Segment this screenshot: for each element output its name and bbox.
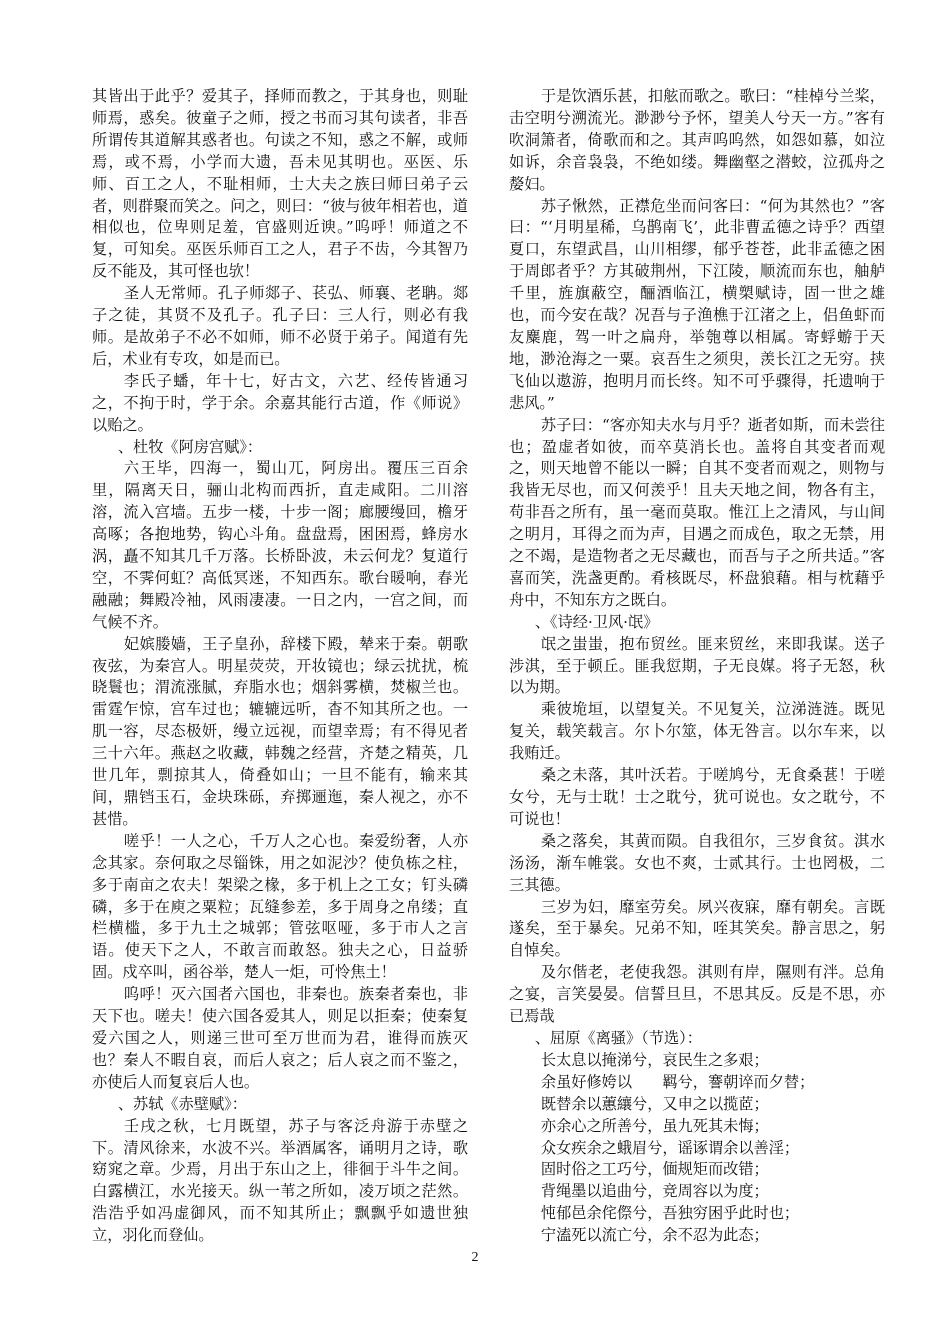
shishuo-paragraph: 李氏子蟠，年十七，好古文，六艺、经传皆通习之，不拘于时，学于余。余嘉其能行古道，作《师说》以贻之。 xyxy=(92,371,468,434)
chibi-paragraph: 壬戌之秋，七月既望，苏子与客泛舟游于赤壁之下。清风徐来，水波不兴。举酒属客，诵明月之诗，歌窈窕之章。少焉，月出于东山之上，徘徊于斗牛之间。白露横江，水光接天。纵一苇之所如，凌万顷之茫然。浩浩乎如冯虚御风，而不知其所止；飘飘乎如遗世独立，羽化而登仙。 xyxy=(92,1116,468,1245)
afang-heading: 、杜牧《阿房宫赋》： xyxy=(117,437,263,456)
lisao-line: 众女疾余之蛾眉兮，谣诼谓余以善淫； xyxy=(540,1138,800,1157)
chibi-paragraph: 苏子曰：“客亦知夫水与月乎？逝者如斯，而未尝往也；盈虚者如彼，而卒莫消长也。盖将自其变者而观之，则天地曾不能以一瞬；自其不变者而观之，则物与我皆无尽也，而又何羡乎！且夫天地之间，物各有主，苟非吾之所有，虽一毫而莫取。惟江上之清风，与山间之明月，耳得之而为声，目遇之而成色，取之无禁，用之不竭，是造物者之无尽藏也，而吾与子之所共适。”客喜而笑，洗盏更酌。肴核既尽，杯盘狼藉。相与枕藉乎舟中，不知东方之既白。 xyxy=(509,415,885,609)
meng-stanza: 氓之蚩蚩，抱布贸丝。匪来贸丝，来即我谋。送子涉淇，至于顿丘。匪我愆期，子无良媒。将子无怒，秋以为期。 xyxy=(509,634,885,697)
meng-heading: 、《诗经·卫风·氓》 xyxy=(534,612,659,631)
lisao-line: 忳郁邑余侘傺兮，吾独穷困乎此时也； xyxy=(540,1204,800,1223)
chibi-heading: 、苏轼《赤壁赋》： xyxy=(117,1094,247,1113)
lisao-line: 宁溘死以流亡兮，余不忍为此态； xyxy=(540,1226,769,1245)
meng-stanza: 三岁为妇，靡室劳矣。夙兴夜寐，靡有朝矣。言既遂矣，至于暴矣。兄弟不知，咥其笑矣。静言思之，躬自悼矣。 xyxy=(509,897,885,960)
meng-stanza: 桑之落矣，其黄而陨。自我徂尔，三岁食贫。淇水汤汤，渐车帷裳。女也不爽，士贰其行。士也罔极，二三其德。 xyxy=(509,831,885,894)
afang-paragraph: 嗟乎！一人之心，千万人之心也。秦爱纷奢，人亦念其家。奈何取之尽锱铢，用之如泥沙？使负栋之柱，多于南亩之农夫！架梁之椽，多于机上之工女；钉头磷磷，多于在庾之粟粒；瓦缝参差，多于周身之帛缕；直栏横槛，多于九土之城郭；管弦呕哑，多于市人之言语。使天下之人，不敢言而敢怒。独夫之心，日益骄固。戍卒叫，函谷举，楚人一炬，可怜焦土！ xyxy=(92,831,468,982)
lisao-line: 既替余以蕙纕兮，又申之以揽茝； xyxy=(540,1094,769,1113)
afang-paragraph: 妃嫔媵嫱，王子皇孙，辞楼下殿，辇来于秦。朝歌夜弦，为秦宫人。明星荧荧，开妆镜也；绿云扰扰，梳晓鬟也；渭流涨腻，弃脂水也；烟斜雾横，焚椒兰也。雷霆乍惊，宫车过也；辘辘远听，杳不知其所之也。一肌一容，尽态极妍，缦立远视，而望幸焉；有不得见者三十六年。燕赵之收藏，韩魏之经营，齐楚之精英，几世几年，剽掠其人，倚叠如山；一旦不能有，输来其间，鼎铛玉石，金块珠砾，弃掷逦迤，秦人视之，亦不甚惜。 xyxy=(92,634,468,828)
lisao-heading: 、屈原《离骚》（节选）： xyxy=(534,1028,702,1047)
left-column xyxy=(92,86,468,1247)
chibi-paragraph: 苏子愀然，正襟危坐而问客曰：“何为其然也？”客曰：“‘月明星稀，乌鹊南飞’，此非曹孟德之诗乎？西望夏口，东望武昌，山川相缪，郁乎苍苍，此非孟德之困于周郎者乎？方其破荆州，下江陵，顺流而东也，舳舻千里，旌旗蔽空，酾酒临江，横槊赋诗，固一世之雄也，而今安在哉？况吾与子渔樵于江渚之上，侣鱼虾而友麋鹿，驾一叶之扁舟，举匏尊以相属。寄蜉蝣于天地，渺沧海之一粟。哀吾生之须臾，羡长江之无穷。挟飞仙以遨游，抱明月而长终。知不可乎骤得，托遗响于悲风。” xyxy=(509,196,885,412)
lisao-line: 固时俗之工巧兮，偭规矩而改错； xyxy=(540,1160,769,1179)
shishuo-paragraph: 其皆出于此乎？爱其子，择师而教之，于其身也，则耻师焉，惑矣。彼童子之师，授之书而习其句读者，非吾所谓传其道解其惑者也。句读之不知，惑之不解，或师焉，或不焉，小学而大遗，吾未见其明也。巫医、乐师、百工之人，不耻相师，士大夫之族曰师曰弟子云者，则群聚而笑之。问之，则曰：“彼与彼年相若也，道相似也，位卑则足羞，官盛则近谀。”呜呼！师道之不复，可知矣。巫医乐师百工之人，君子不齿，今其智乃反不能及，其可怪也欤！ xyxy=(92,87,468,281)
lisao-poem xyxy=(509,1050,885,1247)
page-number: 2 xyxy=(471,1250,479,1265)
afang-paragraph: 六王毕，四海一，蜀山兀，阿房出。覆压三百余里，隔离天日，骊山北构而西折，直走咸阳。二川溶溶，流入宫墙。五步一楼，十步一阁；廊腰缦回，檐牙高啄；各抱地势，钩心斗角。盘盘焉，困困焉，蜂房水涡，矗不知其几千万落。长桥卧波，未云何龙？复道行空，不霁何虹？高低冥迷，不知西东。歌台暖响，春光融融；舞殿冷袖，风雨凄凄。一日之内，一宫之间，而气候不齐。 xyxy=(92,459,468,631)
right-column xyxy=(509,86,885,1247)
lisao-line: 余虽好修姱以 羁兮，謇朝谇而夕替； xyxy=(540,1072,815,1091)
meng-stanza: 桑之未落，其叶沃若。于嗟鸠兮，无食桑葚！于嗟女兮，无与士耽！士之耽兮，犹可说也。女之耽兮，不可说也！ xyxy=(509,766,885,828)
lisao-line: 亦余心之所善兮，虽九死其未悔； xyxy=(540,1116,769,1135)
lisao-line: 长太息以掩涕兮，哀民生之多艰； xyxy=(540,1050,769,1069)
lisao-line: 背绳墨以追曲兮，竞周容以为度； xyxy=(540,1182,769,1201)
chibi-paragraph: 于是饮酒乐甚，扣舷而歌之。歌曰：“桂棹兮兰桨，击空明兮溯流光。渺渺兮予怀，望美人兮天一方。”客有吹洞箫者，倚歌而和之。其声呜呜然，如怨如慕，如泣如诉，余音袅袅，不绝如缕。舞幽壑之潜蛟，泣孤舟之嫠妇。 xyxy=(509,87,885,193)
meng-stanza: 及尔偕老，老使我怨。淇则有岸，隰则有泮。总角之宴，言笑晏晏。信誓旦旦，不思其反。反是不思，亦已焉哉 xyxy=(509,963,885,1026)
meng-stanza: 乘彼垝垣，以望复关。不见复关，泣涕涟涟。既见复关，载笑载言。尔卜尔筮，体无咎言。以尔车来，以我贿迁。 xyxy=(509,700,885,763)
afang-paragraph: 呜呼！灭六国者六国也，非秦也。族秦者秦也，非天下也。嗟夫！使六国各爱其人，则足以拒秦；使秦复爱六国之人，则递三世可至万世而为君，谁得而族灭也？秦人不暇自哀，而后人哀之；后人哀之而不鉴之，亦使后人而复哀后人也。 xyxy=(92,985,468,1091)
shishuo-paragraph: 圣人无常师。孔子师郯子、苌弘、师襄、老聃。郯子之徒，其贤不及孔子。孔子曰：三人行，则必有我师。是故弟子不必不如师，师不必贤于弟子。闻道有先后，术业有专攻，如是而已。 xyxy=(92,284,468,368)
